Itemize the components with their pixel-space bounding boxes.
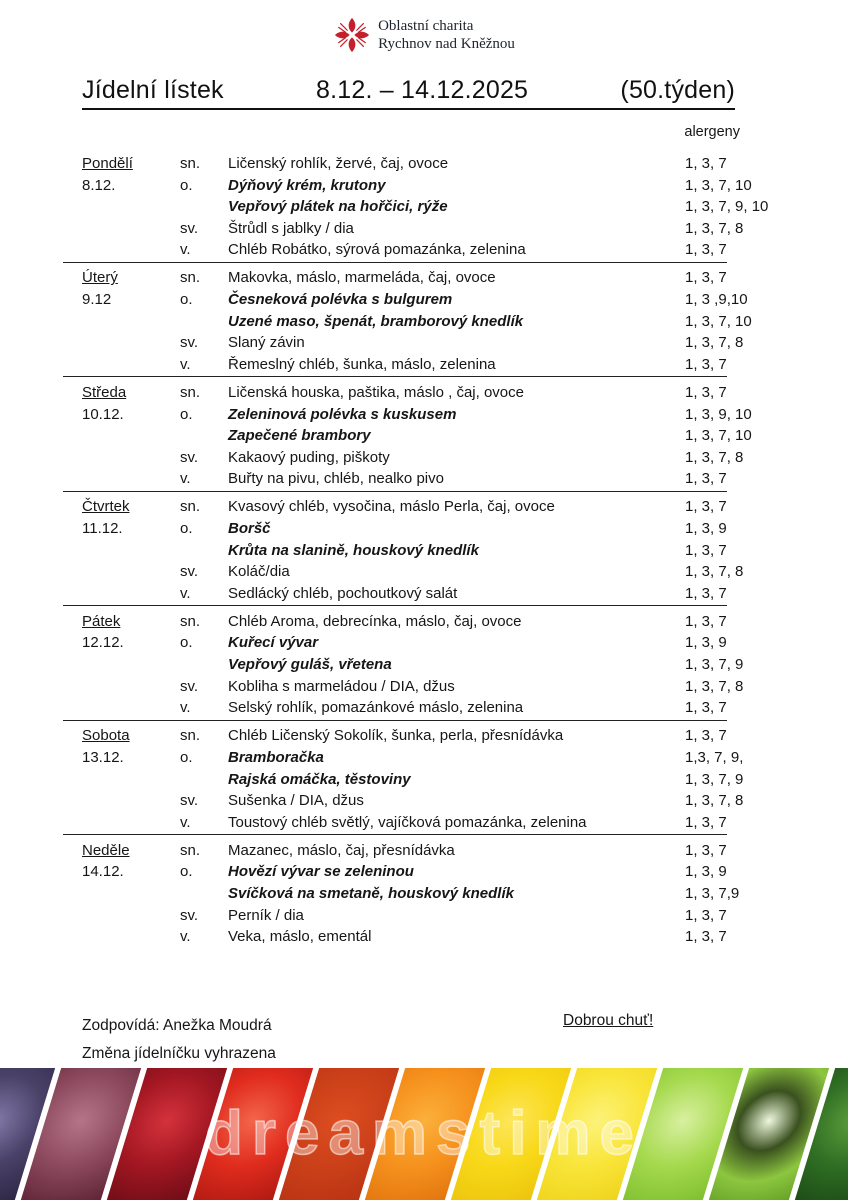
meal-code: sv. bbox=[180, 677, 199, 695]
day-date: 8.12. bbox=[82, 176, 116, 194]
meal-code bbox=[180, 540, 228, 562]
day-spacer bbox=[82, 468, 180, 490]
meal-code bbox=[180, 196, 228, 218]
allergen-codes: 1, 3, 7 bbox=[685, 699, 727, 717]
meal-code: v. bbox=[180, 813, 191, 831]
menu-row bbox=[82, 583, 727, 605]
dish-text: Hovězí vývar se zeleninou bbox=[228, 863, 414, 881]
meal-code: sv. bbox=[180, 906, 199, 924]
menu-row bbox=[82, 561, 744, 583]
allergen-codes: 1, 3, 7, 9 bbox=[685, 770, 744, 788]
day-date: 9.12 bbox=[82, 291, 112, 309]
footer-left bbox=[82, 1012, 276, 1068]
allergen-codes: 1, 3, 7 bbox=[685, 813, 727, 831]
menu-row bbox=[82, 289, 748, 311]
watermark-text: dreamstime bbox=[204, 1099, 644, 1168]
menu-row bbox=[82, 468, 727, 490]
day-spacer bbox=[82, 697, 180, 719]
meal-code: o. bbox=[180, 405, 193, 423]
allergen-codes: 1, 3 ,9,10 bbox=[685, 291, 748, 309]
menu-row bbox=[82, 239, 727, 261]
allergen-codes: 1, 3, 7, 8 bbox=[685, 448, 744, 466]
dish-text: Mazanec, máslo, čaj, přesnídávka bbox=[228, 841, 455, 859]
allergen-codes: 1, 3, 9 bbox=[685, 634, 727, 652]
day-spacer bbox=[82, 790, 180, 812]
meal-code: sv. bbox=[180, 334, 199, 352]
menu-row bbox=[82, 496, 727, 518]
allergen-codes: 1, 3, 9, 10 bbox=[685, 405, 752, 423]
dish-text: Veka, máslo, ementál bbox=[228, 928, 372, 946]
dish-text: Dýňový krém, krutony bbox=[228, 176, 386, 194]
day-section bbox=[63, 267, 752, 377]
day-date: 10.12. bbox=[82, 405, 124, 423]
menu-row bbox=[82, 632, 727, 654]
menu-row bbox=[82, 518, 727, 540]
dish-text: Selský rohlík, pomazánkové máslo, zelenina bbox=[228, 699, 524, 717]
day-date: 14.12. bbox=[82, 863, 124, 881]
allergen-codes: 1, 3, 7 bbox=[685, 906, 727, 924]
dish-text: Sedlácký chléb, pochoutkový salát bbox=[228, 584, 458, 602]
menu-row bbox=[82, 404, 752, 426]
day-date: 12.12. bbox=[82, 634, 124, 652]
dish-text: Chléb Aroma, debrecínka, máslo, čaj, ovoce bbox=[228, 612, 522, 630]
day-name: Úterý bbox=[82, 269, 118, 287]
dish-text: Ličenská houska, paštika, máslo , čaj, ovoce bbox=[228, 383, 524, 401]
dish-text: Kobliha s marmeládou / DIA, džus bbox=[228, 677, 455, 695]
day-date: 13.12. bbox=[82, 748, 124, 766]
menu-row bbox=[82, 218, 744, 240]
menu-row bbox=[82, 153, 727, 175]
dish-text: Kvasový chléb, vysočina, máslo Perla, čaj, ovoce bbox=[228, 498, 555, 516]
menu-row bbox=[82, 769, 744, 791]
allergen-codes: 1,3, 7, 9, bbox=[685, 748, 744, 766]
dish-text: Ličenský rohlík, žervé, čaj, ovoce bbox=[228, 155, 449, 172]
day-spacer bbox=[82, 540, 180, 562]
caritas-cross-icon bbox=[333, 16, 371, 54]
meal-code bbox=[180, 311, 228, 333]
meal-code: o. bbox=[180, 291, 193, 309]
meal-code: v. bbox=[180, 470, 191, 488]
day-spacer bbox=[82, 239, 180, 261]
meal-code: sn. bbox=[180, 841, 201, 859]
title-label: Jídelní lístek bbox=[82, 76, 224, 104]
menu-row bbox=[82, 812, 727, 834]
menu-row bbox=[82, 354, 727, 376]
meal-code: o. bbox=[180, 176, 193, 194]
fruit-strip bbox=[0, 1068, 848, 1200]
dish-text: Vepřový plátek na hořčici, rýže bbox=[228, 198, 448, 216]
allergen-codes: 1, 3, 7 bbox=[685, 470, 727, 488]
menu-row bbox=[82, 697, 727, 719]
allergen-codes: 1, 3, 7 bbox=[685, 241, 727, 259]
menu-row bbox=[82, 332, 744, 354]
dish-text: Svíčková na smetaně, houskový knedlík bbox=[228, 885, 514, 902]
dish-text: Makovka, máslo, marmeláda, čaj, ovoce bbox=[228, 269, 496, 287]
allergen-codes: 1, 3, 7, 9, 10 bbox=[685, 198, 769, 216]
meal-code: sn. bbox=[180, 727, 201, 745]
menu-row bbox=[82, 926, 727, 948]
menu-row bbox=[82, 196, 769, 218]
org-name bbox=[378, 17, 515, 53]
day-spacer bbox=[82, 812, 180, 834]
org-name-line2: Rychnov nad Kněžnou bbox=[378, 36, 515, 52]
meal-code bbox=[180, 654, 228, 676]
meal-code bbox=[180, 883, 228, 905]
dish-text: Kakaový puding, piškoty bbox=[228, 448, 390, 466]
day-spacer bbox=[82, 311, 180, 333]
org-name-line1: Oblastní charita bbox=[378, 18, 474, 34]
day-section bbox=[63, 725, 744, 835]
day-spacer bbox=[82, 769, 180, 791]
allergen-codes: 1, 3, 7 bbox=[685, 155, 727, 172]
dish-text: Uzené maso, špenát, bramborový knedlík bbox=[228, 312, 524, 330]
day-section bbox=[63, 382, 752, 492]
day-section bbox=[63, 611, 744, 721]
day-name: Čtvrtek bbox=[82, 498, 130, 516]
meal-code bbox=[180, 769, 228, 791]
day-name: Pátek bbox=[82, 612, 121, 630]
day-date: 11.12. bbox=[82, 520, 123, 537]
dish-text: Sušenka / DIA, džus bbox=[228, 792, 364, 810]
allergen-codes: 1, 3, 7 bbox=[685, 355, 727, 373]
meal-code: v. bbox=[180, 699, 191, 717]
title-week: (50.týden) bbox=[620, 76, 735, 104]
bon-appetit: Dobrou chuť! bbox=[563, 1012, 654, 1029]
dish-text: Buřty na pivu, chléb, nealko pivo bbox=[228, 470, 444, 488]
dish-text: Zeleninová polévka s kuskusem bbox=[228, 405, 457, 423]
dish-text: Vepřový guláš, vřetena bbox=[228, 656, 392, 674]
menu-row bbox=[82, 861, 727, 883]
menu-row bbox=[82, 425, 752, 447]
day-spacer bbox=[82, 218, 180, 240]
menu-row bbox=[82, 747, 744, 769]
day-spacer bbox=[82, 676, 180, 698]
document-title bbox=[82, 76, 735, 110]
allergen-codes: 1, 3, 7, 10 bbox=[685, 176, 752, 194]
allergens-column-header: alergeny bbox=[684, 124, 740, 140]
meal-code: v. bbox=[180, 355, 191, 373]
allergen-codes: 1, 3, 7 bbox=[685, 269, 727, 287]
dish-text: Koláč/dia bbox=[228, 563, 290, 581]
meal-code: sn. bbox=[180, 269, 201, 287]
menu-row bbox=[82, 654, 744, 676]
day-spacer bbox=[82, 926, 180, 948]
day-spacer bbox=[82, 561, 180, 583]
dish-text: Bramboračka bbox=[228, 748, 324, 766]
meal-code: sv. bbox=[180, 448, 199, 466]
menu-row bbox=[82, 905, 727, 927]
menu-row bbox=[82, 883, 740, 905]
allergen-codes: 1, 3, 7, 8 bbox=[685, 677, 744, 695]
meal-code: sn. bbox=[180, 498, 201, 516]
allergen-codes: 1, 3, 9 bbox=[685, 863, 727, 881]
dish-text: Slaný závin bbox=[228, 334, 305, 352]
day-spacer bbox=[82, 425, 180, 447]
meal-code: o. bbox=[180, 634, 193, 652]
meal-code bbox=[180, 425, 228, 447]
day-section bbox=[63, 153, 769, 263]
allergen-codes: 1, 3, 7, 10 bbox=[685, 427, 752, 445]
meal-code: v. bbox=[180, 928, 191, 946]
menu-row bbox=[82, 540, 727, 562]
day-section bbox=[63, 840, 740, 949]
menu-row bbox=[82, 611, 727, 633]
day-name: Sobota bbox=[82, 727, 130, 745]
allergen-codes: 1, 3, 7 bbox=[685, 727, 727, 745]
menu-table bbox=[82, 153, 769, 949]
day-spacer bbox=[82, 196, 180, 218]
meal-code: sn. bbox=[180, 612, 201, 630]
meal-code: v. bbox=[180, 584, 191, 602]
meal-code: o. bbox=[180, 863, 193, 881]
day-section bbox=[63, 496, 744, 606]
allergen-codes: 1, 3, 7, 8 bbox=[685, 219, 744, 237]
dish-text: Řemeslný chléb, šunka, máslo, zelenina bbox=[228, 355, 496, 373]
allergen-codes: 1, 3, 7, 9 bbox=[685, 656, 744, 674]
allergen-codes: 1, 3, 7 bbox=[685, 383, 727, 401]
day-spacer bbox=[82, 883, 180, 905]
dish-text: Chléb Robátko, sýrová pomazánka, zelenina bbox=[228, 241, 526, 259]
allergen-codes: 1, 3, 7 bbox=[685, 498, 727, 516]
responsible-person: Zodpovídá: Anežka Moudrá bbox=[82, 1017, 272, 1034]
meal-code: sv. bbox=[180, 563, 199, 581]
allergen-codes: 1, 3, 7 bbox=[685, 928, 727, 946]
meal-code: o. bbox=[180, 748, 193, 766]
dish-text: Zapečené brambory bbox=[228, 427, 371, 445]
header bbox=[0, 0, 848, 54]
dish-text: Boršč bbox=[228, 520, 271, 537]
day-name: Pondělí bbox=[82, 155, 133, 172]
menu-row bbox=[82, 267, 727, 289]
day-spacer bbox=[82, 583, 180, 605]
allergen-codes: 1, 3, 9 bbox=[685, 520, 727, 537]
allergen-codes: 1, 3, 7 bbox=[685, 584, 727, 602]
meal-code: sn. bbox=[180, 383, 201, 401]
change-note: Změna jídelníčku vyhrazena bbox=[82, 1045, 276, 1062]
allergen-codes: 1, 3, 7, 8 bbox=[685, 563, 744, 581]
dish-text: Krůta na slanině, houskový knedlík bbox=[228, 541, 479, 559]
meal-code: v. bbox=[180, 241, 191, 259]
fruit-strip-segments bbox=[0, 1068, 848, 1200]
day-spacer bbox=[82, 332, 180, 354]
dish-text: Štrůdl s jablky / dia bbox=[228, 219, 354, 237]
allergen-codes: 1, 3, 7, 8 bbox=[685, 792, 744, 810]
day-spacer bbox=[82, 654, 180, 676]
day-spacer bbox=[82, 354, 180, 376]
dish-text: Česneková polévka s bulgurem bbox=[228, 291, 453, 309]
menu-row bbox=[82, 447, 744, 469]
day-name: Neděle bbox=[82, 841, 130, 859]
dish-text: Rajská omáčka, těstoviny bbox=[228, 770, 411, 788]
charity-logo bbox=[333, 16, 515, 54]
allergen-codes: 1, 3, 7 bbox=[685, 841, 727, 859]
dish-text: Perník / dia bbox=[228, 906, 304, 924]
menu-row bbox=[82, 790, 744, 812]
allergen-codes: 1, 3, 7, 8 bbox=[685, 334, 744, 352]
menu-row bbox=[82, 311, 752, 333]
meal-code: sn. bbox=[180, 155, 201, 172]
dish-text: Chléb Ličenský Sokolík, šunka, perla, přesnídávka bbox=[228, 727, 564, 745]
day-spacer bbox=[82, 905, 180, 927]
menu-row bbox=[82, 840, 727, 862]
meal-code: sv. bbox=[180, 219, 199, 237]
day-spacer bbox=[82, 447, 180, 469]
menu-row bbox=[82, 725, 727, 747]
menu-row bbox=[82, 175, 752, 197]
meal-code: sv. bbox=[180, 792, 199, 810]
menu-row bbox=[82, 382, 727, 404]
day-name: Středa bbox=[82, 383, 127, 401]
allergen-codes: 1, 3, 7, 10 bbox=[685, 312, 752, 330]
allergen-codes: 1, 3, 7,9 bbox=[685, 885, 740, 902]
title-date-range: 8.12. – 14.12.2025 bbox=[316, 76, 529, 104]
meal-code: o. bbox=[180, 520, 193, 537]
dish-text: Toustový chléb světlý, vajíčková pomazánka, zelenina bbox=[228, 813, 587, 831]
menu-row bbox=[82, 676, 744, 698]
allergen-codes: 1, 3, 7 bbox=[685, 612, 727, 630]
dish-text: Kuřecí vývar bbox=[228, 634, 319, 652]
allergen-codes: 1, 3, 7 bbox=[685, 541, 727, 559]
